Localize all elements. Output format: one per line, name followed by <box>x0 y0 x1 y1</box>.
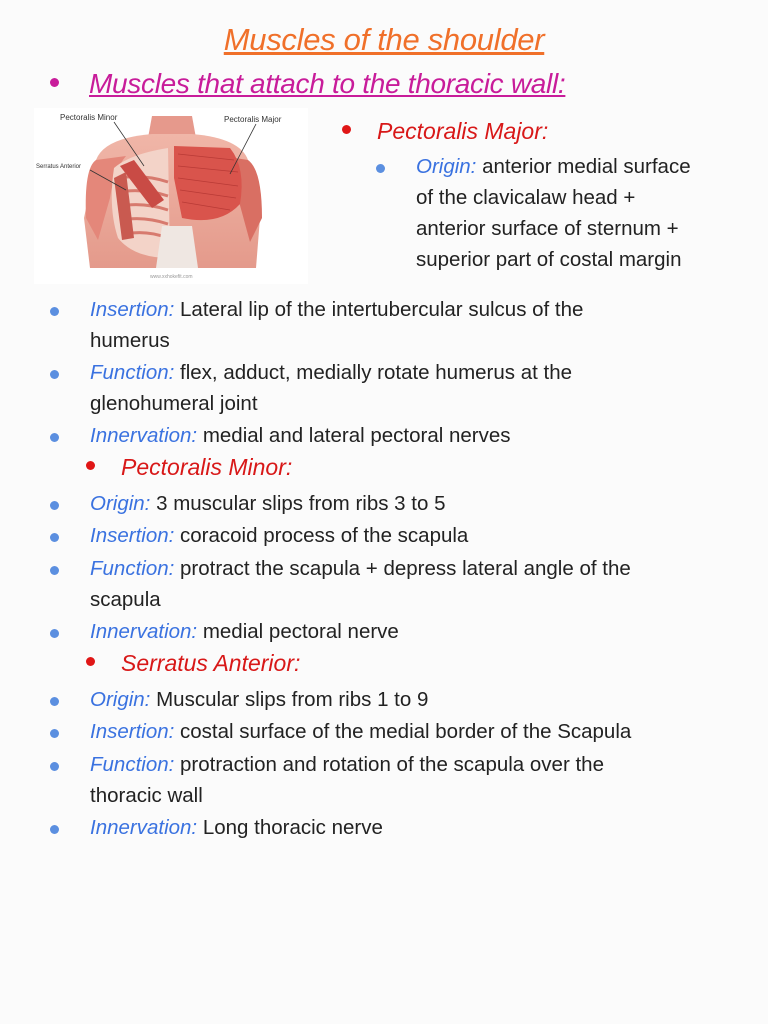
pec-major-innervation: Innervation: medial and lateral pectoral nerves <box>90 420 750 451</box>
abdomen-shape <box>156 226 198 268</box>
page-title: Muscles of the shoulder <box>223 22 545 57</box>
pec-major-insertion: Insertion: Lateral lip of the intertubercular sulcus of the humerus <box>90 294 750 356</box>
bullet-icon <box>50 825 59 834</box>
bullet-icon <box>50 762 59 771</box>
label-pectoralis-minor: Pectoralis Minor <box>60 113 118 122</box>
label-pectoralis-major: Pectoralis Major <box>224 115 282 124</box>
subtitle-row <box>50 68 565 100</box>
serratus-anterior-heading: Serratus Anterior: <box>86 650 300 677</box>
bullet-icon <box>50 78 59 87</box>
watermark: www.xxhokefit.com <box>150 274 193 280</box>
bullet-icon <box>50 729 59 738</box>
serratus-function: Function: protraction and rotation of the scapula over the thoracic wall <box>90 749 750 811</box>
bullet-icon <box>50 566 59 575</box>
pec-major-origin: Origin: anterior medial surface of the clavicalaw head + anterior surface of sternum + superior part of costal margin <box>416 151 756 275</box>
bullet-icon <box>50 433 59 442</box>
bullet-icon <box>50 370 59 379</box>
bullet-icon <box>50 629 59 638</box>
bullet-icon <box>50 697 59 706</box>
pec-minor-innervation: Innervation: medial pectoral nerve <box>90 616 750 647</box>
serratus-insertion: Insertion: costal surface of the medial border of the Scapula <box>90 716 750 747</box>
pec-minor-origin: Origin: 3 muscular slips from ribs 3 to 5 <box>90 488 750 519</box>
subtitle: Muscles that attach to the thoracic wall: <box>89 68 566 99</box>
pec-minor-function: Function: protract the scapula + depress lateral angle of the scapula <box>90 553 750 615</box>
bullet-icon <box>50 307 59 316</box>
pectoralis-major-heading: Pectoralis Major: <box>342 118 548 145</box>
pec-minor-insertion: Insertion: coracoid process of the scapula <box>90 520 750 551</box>
bullet-icon <box>50 501 59 510</box>
label-serratus-anterior: Serratus Anterior <box>36 164 82 170</box>
bullet-icon <box>86 657 95 666</box>
bullet-icon <box>50 533 59 542</box>
shoulder-muscles-illustration <box>34 108 308 284</box>
pec-major-function: Function: flex, adduct, medially rotate humerus at the glenohumeral joint <box>90 357 750 419</box>
bullet-icon <box>376 164 385 173</box>
serratus-origin: Origin: Muscular slips from ribs 1 to 9 <box>90 684 750 715</box>
torso-illustration <box>34 108 308 284</box>
serratus-innervation: Innervation: Long thoracic nerve <box>90 812 750 843</box>
bullet-icon <box>342 125 351 134</box>
pectoralis-minor-heading: Pectoralis Minor: <box>86 454 292 481</box>
bullet-icon <box>86 461 95 470</box>
